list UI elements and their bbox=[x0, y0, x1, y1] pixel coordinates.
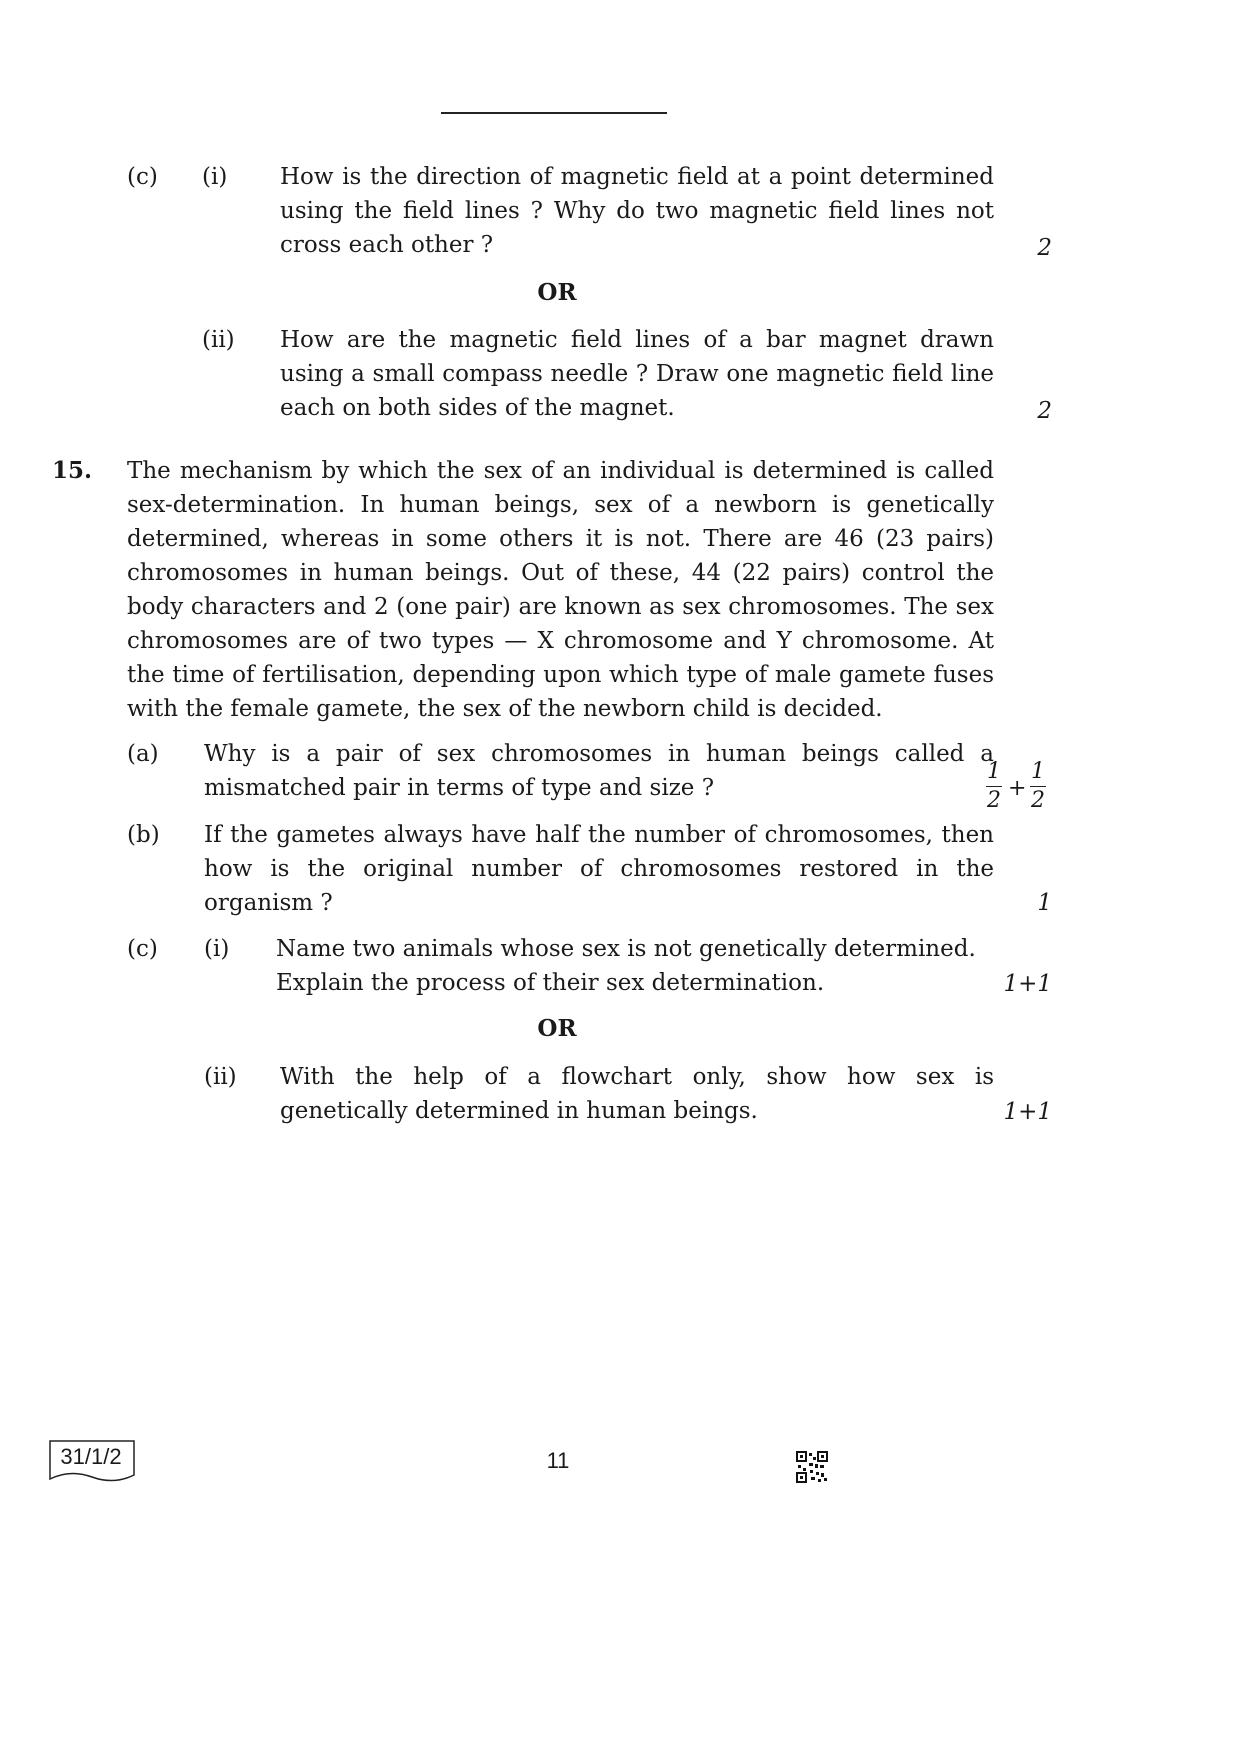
q15b-line-3: organism ? bbox=[204, 890, 333, 916]
q14c-ii-line-2: using a small compass needle ? Draw one magnetic field line bbox=[280, 361, 994, 387]
q15a-marks-num-1: 1 bbox=[987, 759, 1001, 784]
q15c-ii-label: (ii) bbox=[204, 1064, 237, 1090]
q15a-line-2: mismatched pair in terms of type and size ? bbox=[204, 775, 715, 801]
q14c-ii-label: (ii) bbox=[202, 327, 235, 353]
paper-code: 31/1/2 bbox=[60, 1444, 122, 1469]
q14c-ii-marks: 2 bbox=[1037, 398, 1052, 424]
fraction-bar bbox=[1030, 786, 1046, 787]
q15a-marks-fraction-1 bbox=[984, 760, 1004, 813]
q15c-part-label: (c) bbox=[127, 936, 158, 962]
qr-code-icon bbox=[796, 1451, 828, 1483]
q15-passage-line-3: determined, whereas in some others it is not. There are 46 (23 pairs) bbox=[127, 526, 994, 552]
q15-passage bbox=[127, 454, 994, 726]
q15b-marks: 1 bbox=[1037, 890, 1052, 916]
q15-passage-line-1: The mechanism by which the sex of an individual is determined is called bbox=[127, 458, 994, 484]
q14c-i-label: (i) bbox=[202, 164, 228, 190]
q15a-marks-den-2: 2 bbox=[1031, 788, 1045, 813]
q15-passage-line-7: the time of fertilisation, depending upon which type of male gamete fuses bbox=[127, 662, 994, 688]
q15a-marks-fraction-2 bbox=[1028, 760, 1048, 813]
q15-passage-line-5: body characters and 2 (one pair) are known as sex chromosomes. The sex bbox=[127, 594, 994, 620]
q14c-i-text bbox=[280, 160, 994, 262]
q15c-i-text bbox=[276, 932, 994, 1000]
q15a-marks-den-1: 2 bbox=[987, 788, 1001, 813]
q14c-ii-line-1: How are the magnetic field lines of a bar magnet drawn bbox=[280, 327, 994, 353]
top-divider bbox=[441, 112, 667, 114]
q14c-i-line-2: using the field lines ? Why do two magnetic field lines not bbox=[280, 198, 994, 224]
q15a-text bbox=[204, 737, 994, 805]
q15-number: 15. bbox=[52, 457, 93, 484]
q14c-ii-line-3: each on both sides of the magnet. bbox=[280, 395, 675, 421]
q14c-part-label: (c) bbox=[127, 164, 158, 190]
q15b-line-2: how is the original number of chromosomes restored in the bbox=[204, 856, 994, 882]
q15c-ii-marks: 1+1 bbox=[1003, 1099, 1052, 1125]
q15a-marks-num-2: 1 bbox=[1031, 759, 1045, 784]
q15a-marks-plus: + bbox=[1008, 776, 1027, 801]
q15c-ii-line-1: With the help of a flowchart only, show how sex is bbox=[280, 1064, 994, 1090]
q15-passage-line-6: chromosomes are of two types — X chromosome and Y chromosome. At bbox=[127, 628, 994, 654]
q14c-i-marks: 2 bbox=[1037, 235, 1052, 261]
q14c-or: OR bbox=[537, 279, 577, 306]
q15c-i-line-1: Name two animals whose sex is not genetically determined. bbox=[276, 936, 976, 962]
fraction-bar bbox=[986, 786, 1002, 787]
q15c-i-marks: 1+1 bbox=[1003, 971, 1052, 997]
q15c-ii-text bbox=[280, 1060, 994, 1128]
q15c-i-label: (i) bbox=[204, 936, 230, 962]
q15b-line-1: If the gametes always have half the number of chromosomes, then bbox=[204, 822, 994, 848]
q15-passage-line-2: sex-determination. In human beings, sex of a newborn is genetically bbox=[127, 492, 994, 518]
paper-code-badge bbox=[48, 1437, 134, 1483]
q15b-label: (b) bbox=[127, 822, 160, 848]
q15c-i-line-2: Explain the process of their sex determination. bbox=[276, 970, 825, 996]
q14c-i-line-3: cross each other ? bbox=[280, 232, 494, 258]
q15a-line-1: Why is a pair of sex chromosomes in human beings called a bbox=[204, 741, 994, 767]
q15a-label: (a) bbox=[127, 741, 159, 767]
q14c-ii-text bbox=[280, 323, 994, 425]
page-number: 11 bbox=[546, 1448, 570, 1473]
q15-passage-line-8: with the female gamete, the sex of the newborn child is decided. bbox=[127, 696, 883, 722]
q15b-text bbox=[204, 818, 994, 920]
q15-passage-line-4: chromosomes in human beings. Out of these, 44 (22 pairs) control the bbox=[127, 560, 994, 586]
q15c-or: OR bbox=[537, 1015, 577, 1042]
q14c-i-line-1: How is the direction of magnetic field at a point determined bbox=[280, 164, 994, 190]
q15c-ii-line-2: genetically determined in human beings. bbox=[280, 1098, 758, 1124]
